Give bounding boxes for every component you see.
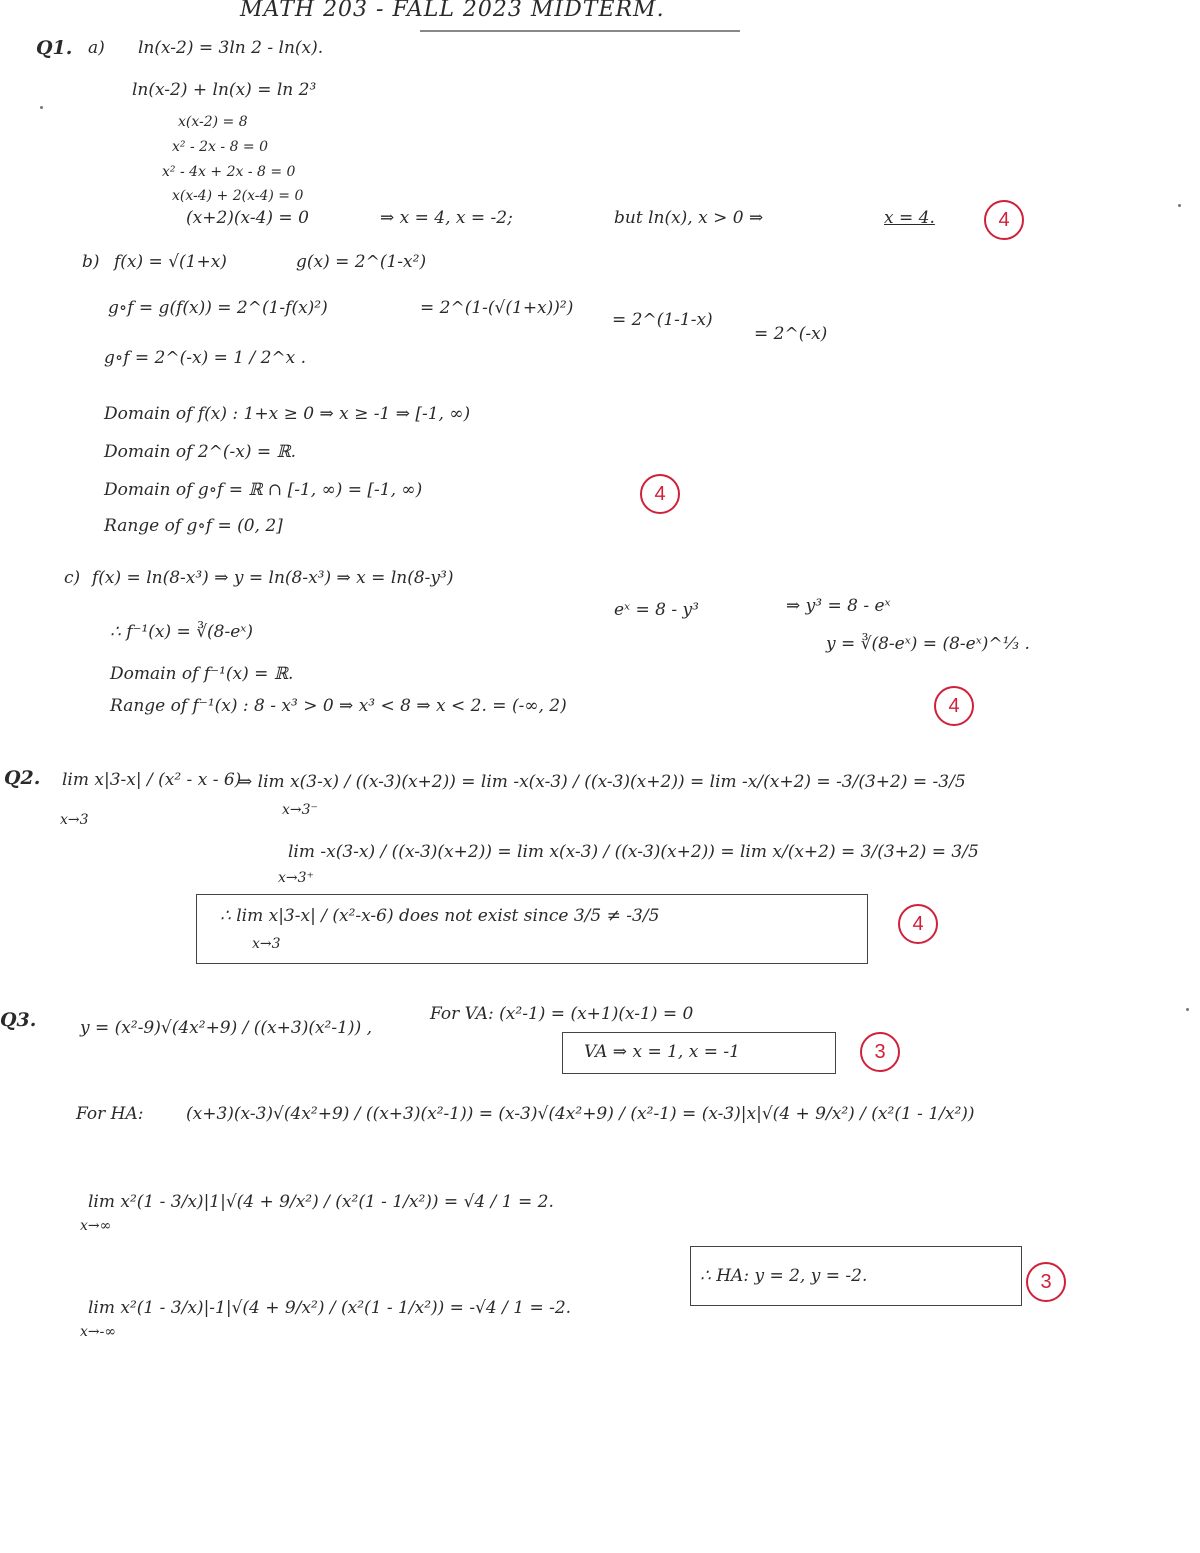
q1a-answer: x = 4. — [884, 208, 935, 228]
q3-va-line: For VA: (x²-1) = (x+1)(x-1) = 0 — [430, 1004, 694, 1024]
q1b-f: f(x) = √(1+x) — [114, 252, 227, 272]
q1c-inverse: ∴ f⁻¹(x) = ∛(8-eˣ) — [110, 622, 253, 642]
q3-limit-pos-sub: x→∞ — [80, 1218, 112, 1234]
q2-problem: lim x|3-x| / (x² - x - 6) — [62, 770, 242, 790]
q1c-line: ⇒ y³ = 8 - eˣ — [786, 596, 891, 616]
q1b-comp: = 2^(1-1-x) — [612, 310, 713, 330]
q1a-line: (x+2)(x-4) = 0 — [186, 208, 309, 228]
q1a-roots: ⇒ x = 4, x = -2; — [380, 208, 513, 228]
q3-va-score: 3 — [860, 1032, 900, 1072]
q1a-domain-note: but ln(x), x > 0 ⇒ — [614, 208, 764, 228]
q1a-score: 4 — [984, 200, 1024, 240]
q2-score: 4 — [898, 904, 938, 944]
q2-conclusion: ∴ lim x|3-x| / (x²-x-6) does not exist since 3/5 ≠ -3/5 — [220, 906, 660, 926]
q2-left-sub: x→3⁻ — [282, 802, 318, 818]
q1b-comp: = 2^(1-(√(1+x))²) — [420, 298, 574, 318]
q1a-line: ln(x-2) + ln(x) = ln 2³ — [132, 80, 317, 100]
q2-conclusion-sub: x→3 — [252, 936, 281, 952]
q1c-domain: Domain of f⁻¹(x) = ℝ. — [110, 664, 294, 684]
q1c-part: c) — [64, 568, 81, 588]
title-underline — [420, 30, 740, 32]
q1c-line: eˣ = 8 - y³ — [614, 600, 699, 620]
q2-problem-sub: x→3 — [60, 812, 89, 828]
q3-ha-answer: ∴ HA: y = 2, y = -2. — [700, 1266, 868, 1286]
q3-ha-label: For HA: — [76, 1104, 144, 1124]
q3-va-answer: VA ⇒ x = 1, x = -1 — [584, 1042, 740, 1062]
q1b-comp: g∘f = g(f(x)) = 2^(1-f(x)²) — [108, 298, 328, 318]
q1b-part: b) — [82, 252, 100, 272]
q1b-g: g(x) = 2^(1-x²) — [296, 252, 427, 272]
q2-conclusion-box — [196, 894, 868, 964]
q1a-line: x(x-2) = 8 — [178, 114, 248, 130]
q1a-line: x² - 2x - 8 = 0 — [172, 139, 269, 155]
q2-label: Q2. — [4, 767, 41, 789]
q1b-domain-f: Domain of f(x) : 1+x ≥ 0 ⇒ x ≥ -1 ⇒ [-1, ∞) — [104, 404, 471, 424]
scan-speck — [1186, 1008, 1189, 1011]
q1a-line: ln(x-2) = 3ln 2 - ln(x). — [138, 38, 324, 58]
scan-speck — [1178, 204, 1181, 207]
q1b-comp: g∘f = 2^(-x) = 1 / 2^x . — [104, 348, 307, 368]
q3-limit-neg-inf: lim x²(1 - 3/x)|-1|√(4 + 9/x²) / (x²(1 - 1/x²)) = -√4 / 1 = -2. — [88, 1298, 572, 1318]
scan-speck — [40, 106, 43, 109]
q2-right-sub: x→3⁺ — [278, 870, 314, 886]
q1b-range-gof: Range of g∘f = (0, 2] — [104, 516, 283, 536]
q2-right-limit: lim -x(3-x) / ((x-3)(x+2)) = lim x(x-3) / ((x-3)(x+2)) = lim x/(x+2) = 3/(3+2) = 3/5 — [288, 842, 979, 862]
q3-limit-neg-sub: x→-∞ — [80, 1324, 117, 1340]
q1a-part: a) — [88, 38, 105, 58]
q1b-domain-exp: Domain of 2^(-x) = ℝ. — [104, 442, 297, 462]
exam-title: MATH 203 - FALL 2023 MIDTERM. — [240, 0, 665, 22]
q2-left-limit: ⇒ lim x(3-x) / ((x-3)(x+2)) = lim -x(x-3) / ((x-3)(x+2)) = lim -x/(x+2) = -3/(3+2) = -3/5 — [238, 772, 966, 792]
q1a-line: x(x-4) + 2(x-4) = 0 — [172, 188, 304, 204]
q3-ha-score: 3 — [1026, 1262, 1066, 1302]
q1a-line: x² - 4x + 2x - 8 = 0 — [162, 164, 296, 180]
q1c-range: Range of f⁻¹(x) : 8 - x³ > 0 ⇒ x³ < 8 ⇒ x < 2. = (-∞, 2) — [110, 696, 567, 716]
q1c-line: f(x) = ln(8-x³) ⇒ y = ln(8-x³) ⇒ x = ln(8-y³) — [92, 568, 454, 588]
q3-ha-line: (x+3)(x-3)√(4x²+9) / ((x+3)(x²-1)) = (x-3)√(4x²+9) / (x²-1) = (x-3)|x|√(4 + 9/x²) / (x²(1 - 1/x²)) — [186, 1104, 975, 1124]
q1b-comp: = 2^(-x) — [754, 324, 828, 344]
q3-label: Q3. — [0, 1009, 37, 1031]
q3-limit-pos-inf: lim x²(1 - 3/x)|1|√(4 + 9/x²) / (x²(1 - 1/x²)) = √4 / 1 = 2. — [88, 1192, 554, 1212]
q3-function: y = (x²-9)√(4x²+9) / ((x+3)(x²-1)) , — [80, 1018, 373, 1038]
q1b-score: 4 — [640, 474, 680, 514]
q1-label: Q1. — [36, 37, 73, 59]
q1c-score: 4 — [934, 686, 974, 726]
q1b-domain-gof: Domain of g∘f = ℝ ∩ [-1, ∞) = [-1, ∞) — [104, 480, 423, 500]
q1c-line: y = ∛(8-eˣ) = (8-eˣ)^⅓ . — [826, 634, 1030, 654]
